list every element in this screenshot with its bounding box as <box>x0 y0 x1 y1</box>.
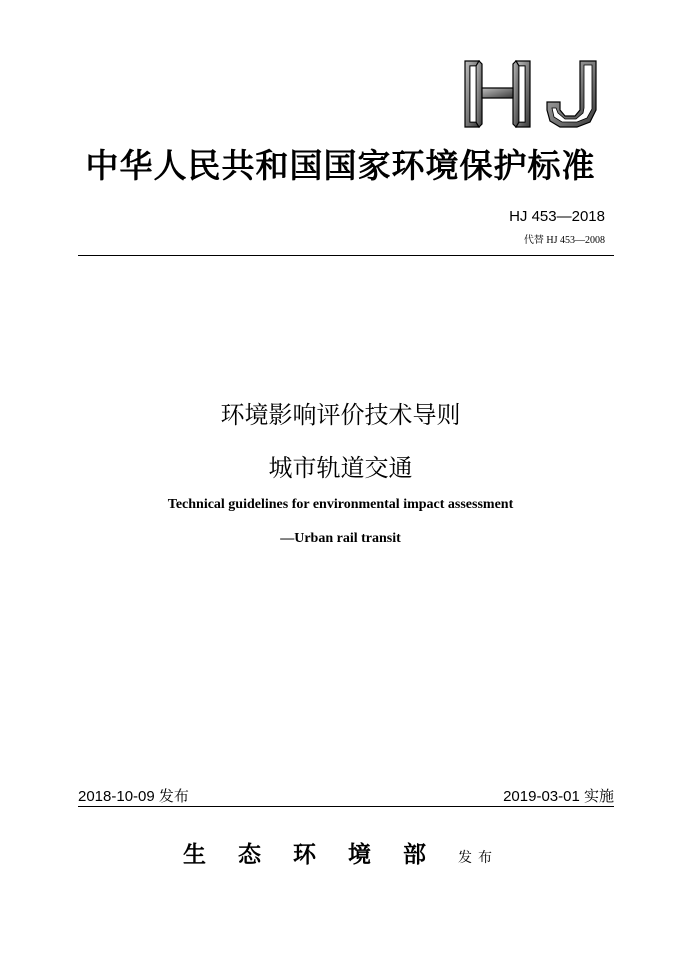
publisher <box>0 836 681 869</box>
standard-number: HJ 453—2018 <box>509 208 605 225</box>
top-divider <box>78 255 614 256</box>
issue-date: 2018-10-09 发布 <box>78 788 189 805</box>
publisher-suffix: 发布 <box>458 850 498 866</box>
effective-date: 2019-03-01 实施 <box>503 788 614 805</box>
chinese-title-line2: 城市轨道交通 <box>268 454 413 482</box>
chinese-title-line1: 环境影响评价技术导则 <box>220 401 461 429</box>
hj-logo <box>462 58 602 130</box>
hj-logo-graphic <box>462 58 602 130</box>
bottom-divider <box>78 806 614 807</box>
english-title-line2: —Urban rail transit <box>280 531 401 546</box>
replaces-standard: 代替 HJ 453—2008 <box>523 235 605 246</box>
english-title-line1: Technical guidelines for environmental impact assessment <box>167 497 514 512</box>
national-standard-title: 中华人民共和国国家环境保护标准 <box>85 146 596 185</box>
publisher-org: 生态环境部 <box>183 841 458 868</box>
